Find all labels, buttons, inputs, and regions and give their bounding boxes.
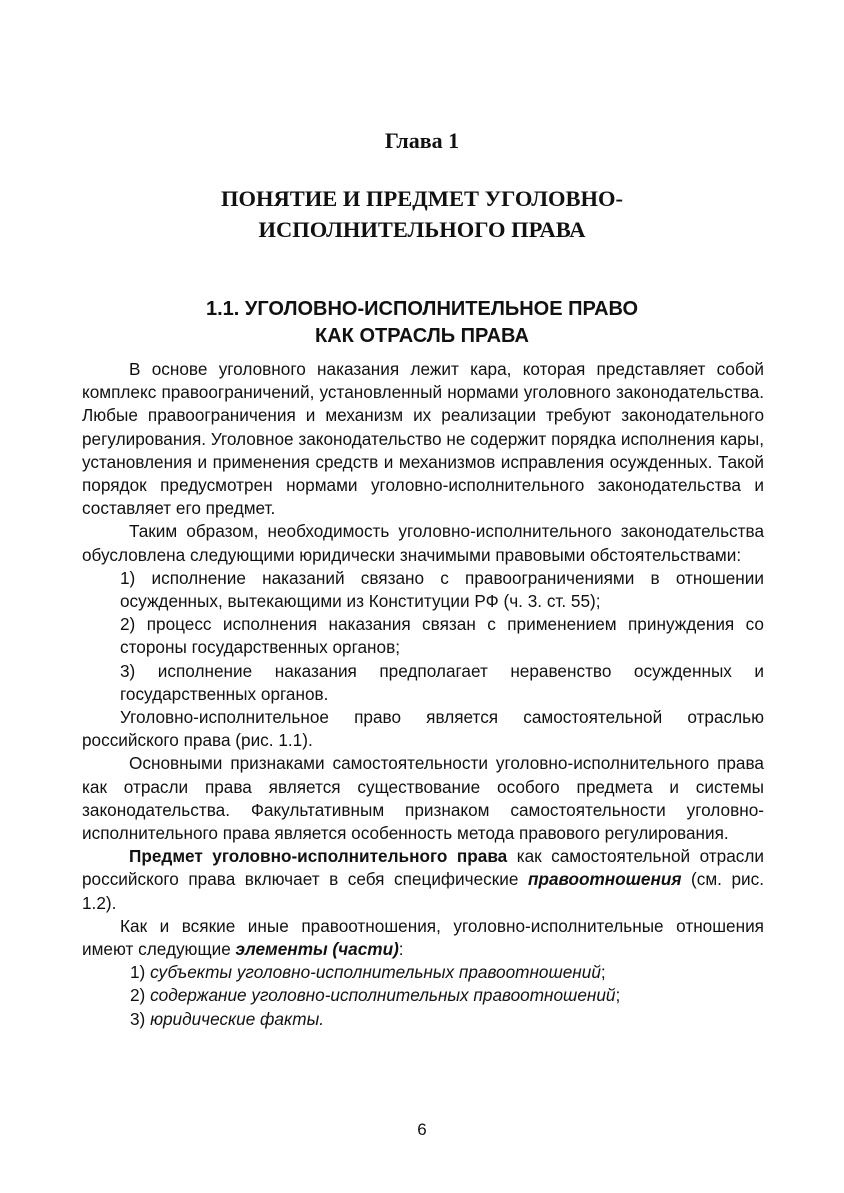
list-elements xyxy=(82,961,764,1031)
paragraph-6 xyxy=(82,915,764,961)
list-item-text: исполнение наказаний связано с правоограничениями в отношении осужденных, вытекающими из Конституции РФ (ч. 3. ст. 55); xyxy=(120,567,765,612)
section-title-line-1: 1.1. УГОЛОВНО-ИСПОЛНИТЕЛЬНОЕ ПРАВО xyxy=(205,298,639,320)
chapter-label: Глава 1 xyxy=(384,128,460,153)
paragraph-5 xyxy=(82,845,764,915)
list-item xyxy=(130,1008,764,1031)
list-item xyxy=(130,984,764,1007)
paragraph-6-end: : xyxy=(398,939,404,960)
paragraph-2: Таким образом, необходимость уголовно-исполнительного законодательства обусловлена следующими юридически значимыми правовыми обстоятельствами: xyxy=(82,521,764,565)
list-item-end: ; xyxy=(600,962,606,983)
list-item-number: 1) xyxy=(130,962,146,983)
list-item xyxy=(82,613,764,659)
paragraph-5-end: (см. рис. 1.2). xyxy=(82,869,764,913)
paragraph-4: Основными признаками самостоятельности уголовно-исполнительного права как отрасли права является существование особого предмета и системы законодательства. Факультативным признаком самостоятельности уголовно-исполнительного права является особенность метода правового регулирования. xyxy=(82,753,764,844)
page-number: 6 xyxy=(417,1120,427,1139)
legal-relations-term: правоотношения xyxy=(527,869,682,890)
paragraph-6-text: Как и всякие иные правоотношения, уголовно-исполнительные отношения имеют следующие xyxy=(82,915,764,960)
list-item xyxy=(130,961,764,984)
list-item-text: исполнение наказания предполагает неравенство осужденных и государственных органов. xyxy=(120,660,764,704)
chapter-title-line-2: ИСПОЛНИТЕЛЬНОГО ПРАВА xyxy=(258,217,586,242)
subject-term: Предмет уголовно-исполнительного права xyxy=(129,846,508,867)
list-item-number: 2) xyxy=(120,614,136,635)
section-title-line-2: КАК ОТРАСЛЬ ПРАВА xyxy=(315,325,529,347)
list-item-number: 3) xyxy=(130,1008,146,1029)
chapter-title-line-1: ПОНЯТИЕ И ПРЕДМЕТ УГОЛОВНО- xyxy=(220,186,624,211)
list-obstacles xyxy=(82,567,764,706)
chapter-title xyxy=(0,183,844,245)
list-item-text: процесс исполнения наказания связан с применением принуждения со стороны государственных органов; xyxy=(120,614,764,658)
paragraph-1: В основе уголовного наказания лежит кара, которая представляет собой комплекс правоограничений, установленный нормами уголовного законодательства. Любые правоограничения и механизм их реализации требуют законодательного регулирования. Уголовное законодательство не содержит порядка исполнения кары, установления и применения средств и механизмов исправления осужденных. Такой порядок предусмотрен нормами уголовно-исполнительного законодательства и составляет его предмет. xyxy=(82,359,764,519)
paragraph-5-text: как самостоятельной отрасли российского права включает в себя специфические xyxy=(82,846,764,890)
list-item-text: юридические факты. xyxy=(150,1008,325,1029)
list-item-text: содержание уголовно-исполнительных правоотношений xyxy=(150,985,616,1006)
list-item-text: субъекты уголовно-исполнительных правоотношений xyxy=(150,962,601,983)
list-item-end: ; xyxy=(615,985,621,1006)
list-item xyxy=(82,660,764,706)
elements-term: элементы (части) xyxy=(235,939,399,960)
list-item-number: 1) xyxy=(120,567,136,588)
body-text xyxy=(82,358,764,1031)
list-item-number: 3) xyxy=(120,660,136,681)
list-item xyxy=(82,567,764,613)
list-item-number: 2) xyxy=(130,985,146,1006)
section-title xyxy=(0,296,844,350)
paragraph-3: Уголовно-исполнительное право является самостоятельной отраслью российского права (рис. 1.1). xyxy=(82,707,764,751)
